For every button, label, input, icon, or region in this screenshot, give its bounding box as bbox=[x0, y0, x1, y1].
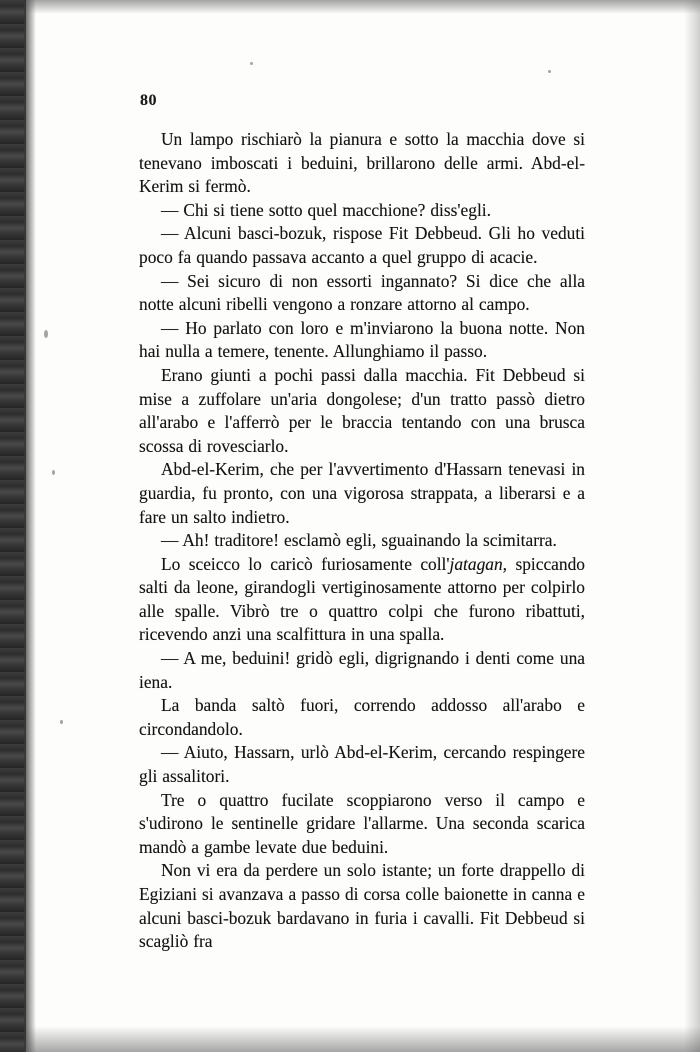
scan-speck bbox=[548, 70, 551, 73]
page-number: 80 bbox=[140, 92, 157, 109]
paragraph: La banda saltò fuori, correndo addosso all'arabo e circondandolo. bbox=[139, 695, 585, 739]
paragraph-with-italic bbox=[139, 553, 585, 647]
scan-left-gutter bbox=[0, 0, 26, 1052]
paragraph: Tre o quattro fucilate scoppiarono verso il campo e s'udirono le sentinelle gridare l'allarme. Una seconda scarica mandò a gambe levate due beduini. bbox=[139, 789, 585, 857]
italic-term: jatagan, bbox=[449, 553, 508, 574]
paragraph: Un lampo rischiarò la pianura e sotto la macchia dove si tenevano imboscati i beduini, brillarono delle armi. Abd-el-Kerim si fermò. bbox=[139, 129, 585, 197]
scan-speck bbox=[44, 330, 48, 338]
paragraph: — Ah! traditore! esclamò egli, sguainando la scimitarra. bbox=[161, 530, 557, 551]
paragraph: — Sei sicuro di non essorti ingannato? Si dice che alla notte alcuni ribelli vengono a ronzare attorno al campo. bbox=[139, 270, 585, 315]
paragraph: Abd-el-Kerim, che per l'avvertimento d'Hassarn tenevasi in guardia, fu pronto, con una vigorosa strappata, a liberarsi e a fare un salto indietro. bbox=[139, 459, 585, 527]
paragraph: — Ho parlato con loro e m'inviarono la buona notte. Non hai nulla a temere, tenente. Allunghiamo il passo. bbox=[139, 317, 585, 362]
scan-speck bbox=[250, 62, 253, 65]
paragraph: Non vi era da perdere un solo istante; un forte drappello di Egiziani si avanzava a passo di corsa colle baionette in canna e alcuni basci-bozuk bardavano in furia i cavalli. Fit Debbeud si scagliò fra bbox=[139, 860, 585, 952]
scan-right-edge bbox=[684, 0, 700, 1052]
paragraph: — A me, beduini! gridò egli, digrignando i denti come una iena. bbox=[139, 648, 585, 692]
paragraph-text-before: Lo sceicco lo caricò furiosamente coll' bbox=[161, 553, 450, 574]
paragraph: — Alcuni basci-bozuk, rispose Fit Debbeud. Gli ho veduti poco fa quando passava accanto a quel gruppo di acacie. bbox=[139, 223, 585, 267]
page-text-column bbox=[139, 92, 585, 954]
paragraph: — Aiuto, Hassarn, urlò Abd-el-Kerim, cercando respingere gli assalitori. bbox=[139, 742, 585, 787]
scan-bottom-edge bbox=[26, 1026, 700, 1052]
scan-top-edge bbox=[26, 0, 700, 14]
paragraph: Erano giunti a pochi passi dalla macchia. Fit Debbeud si mise a zuffolare un'aria dongolese; d'un tratto passò dietro all'arabo e l'afferrò per le braccia tentando con una brusca scossa di rovesciarlo. bbox=[139, 364, 585, 456]
scan-speck bbox=[52, 470, 55, 475]
paragraph-text-after: spiccando salti da leone, girandogli vertiginosamente attorno per colpirlo alle spalle. Vibrò tre o quattro colpi che furono ribattuti, ricevendo anzi una scalfittura in una spalla. bbox=[139, 553, 585, 645]
paragraph: — Chi si tiene sotto quel macchione? diss'egli. bbox=[161, 199, 491, 220]
scan-speck bbox=[60, 720, 63, 724]
